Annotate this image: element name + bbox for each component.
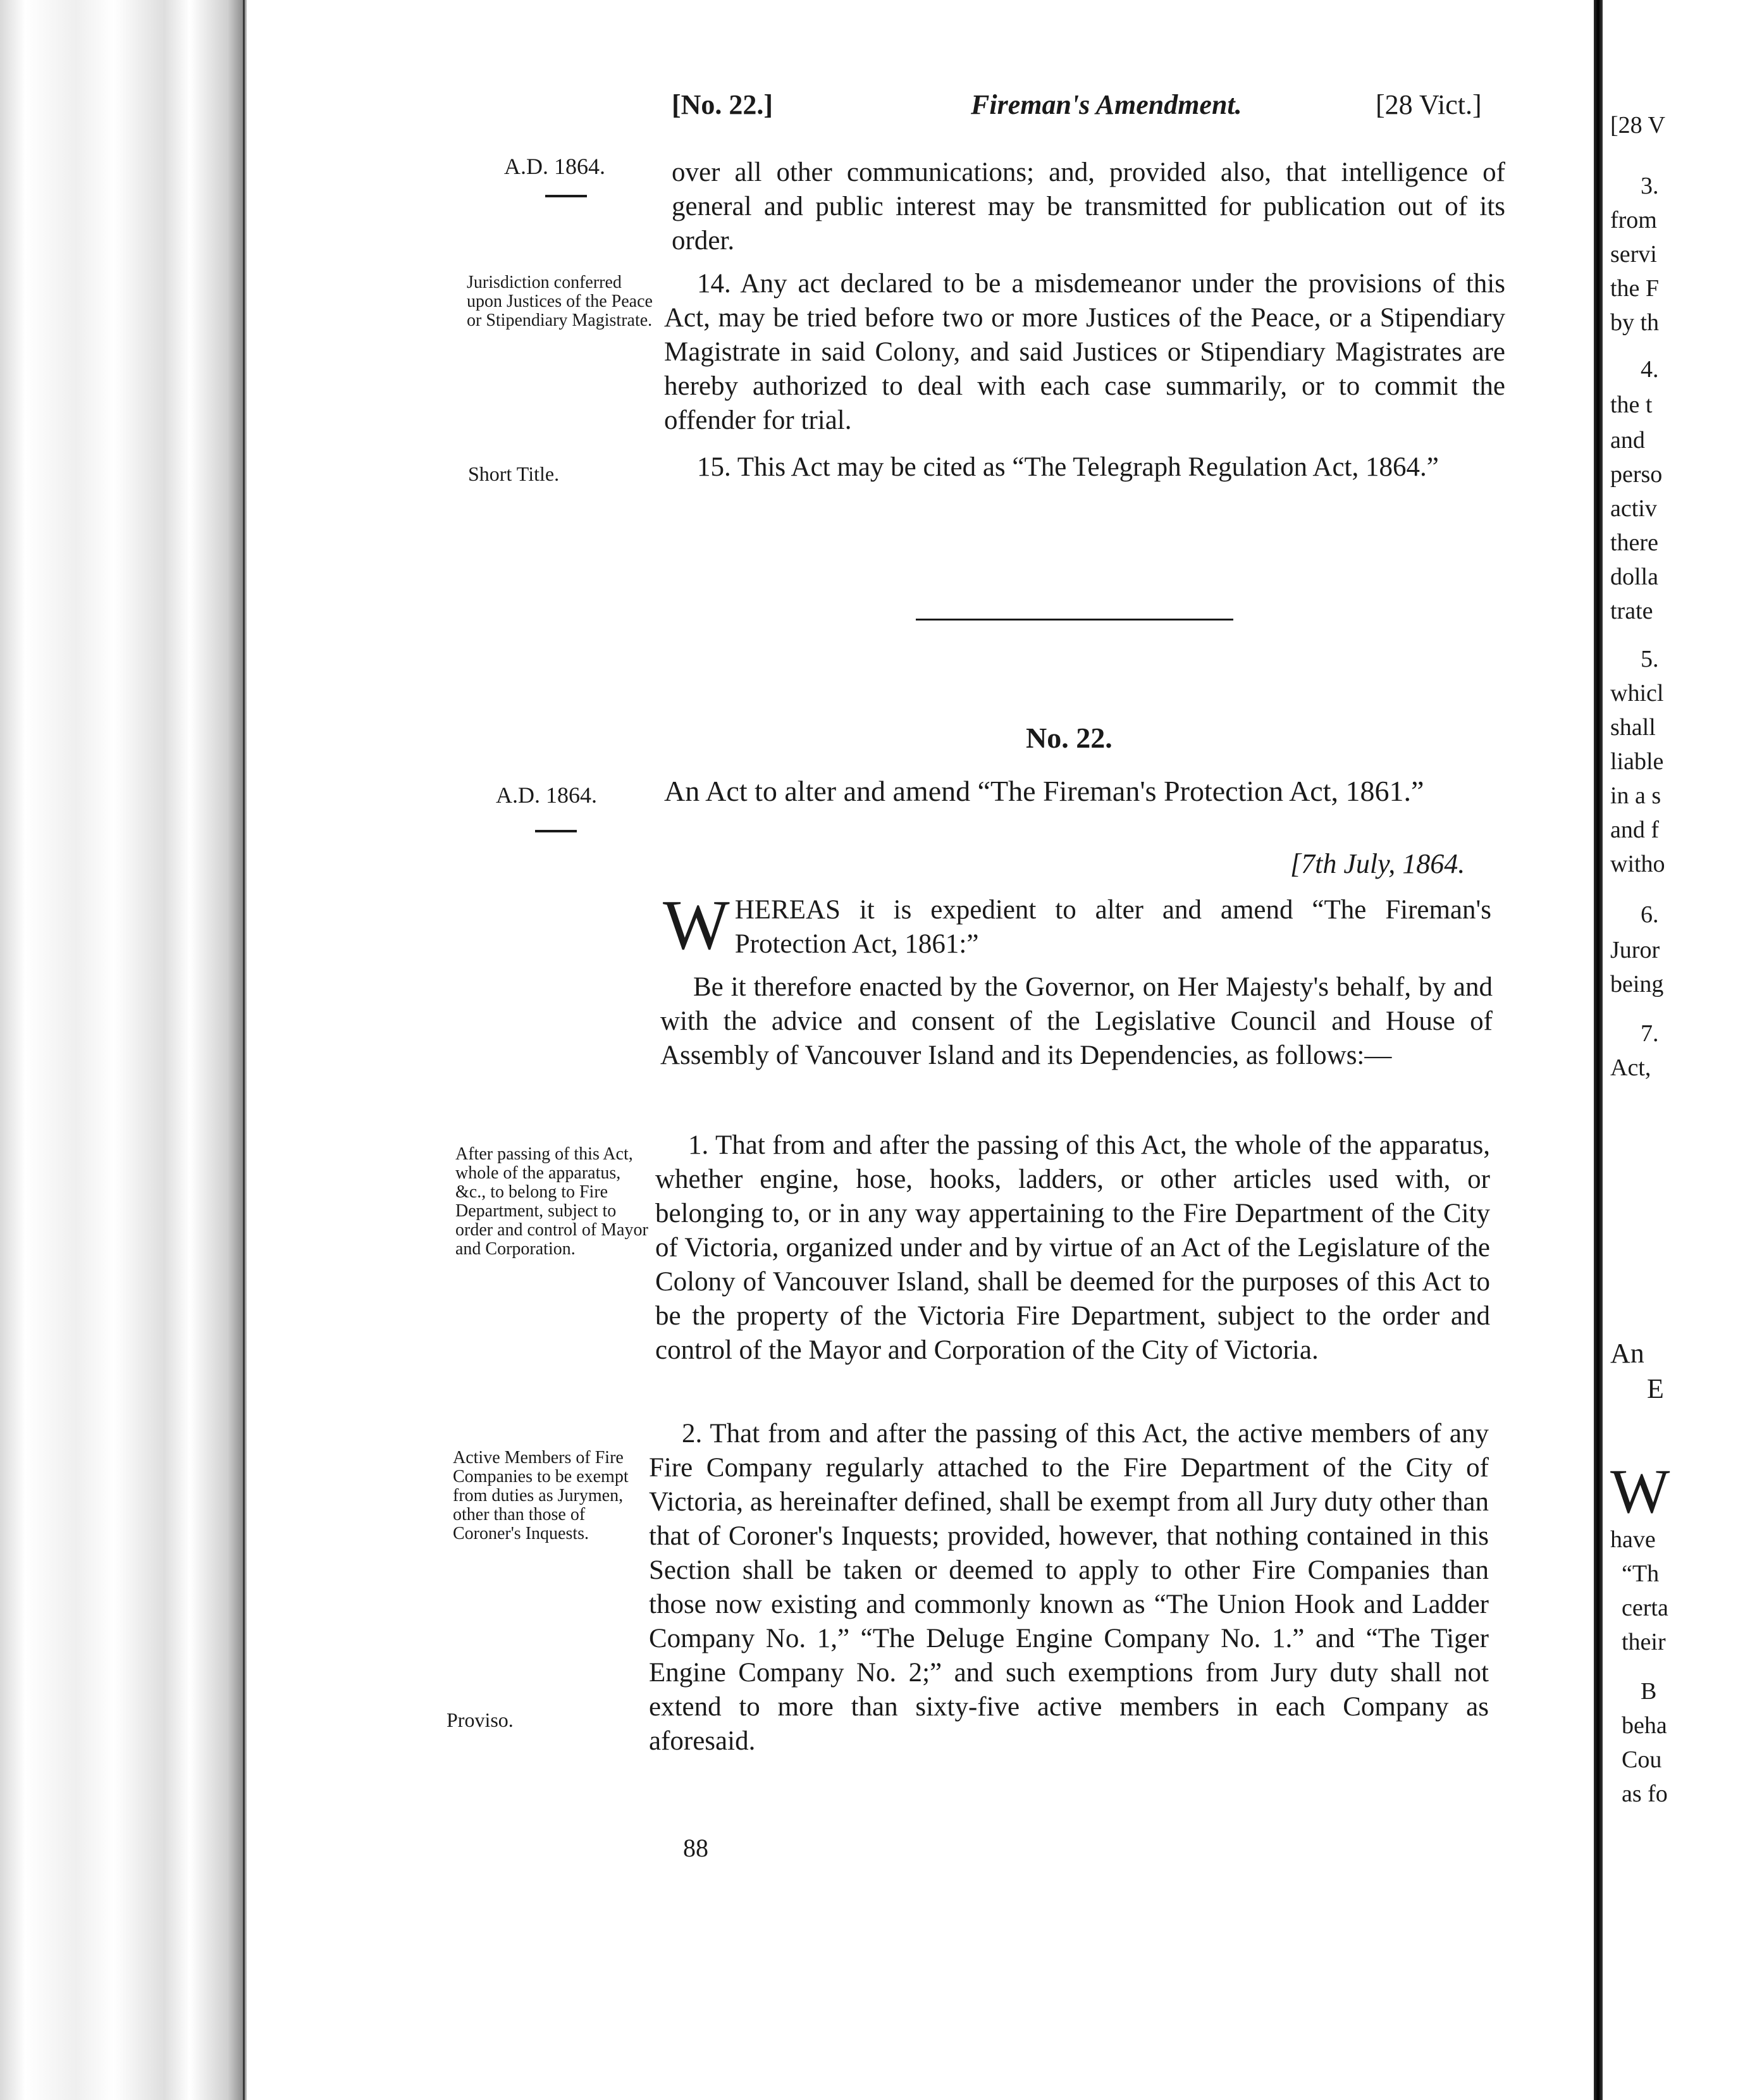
facing-line: as fo: [1622, 1781, 1668, 1807]
facing-line: from: [1610, 207, 1657, 233]
facing-line: Cou: [1622, 1746, 1662, 1773]
facing-line: An: [1610, 1338, 1644, 1369]
page-gutter: [1594, 0, 1603, 2100]
act-title: [664, 773, 1493, 810]
margin-note-apparatus: After passing of this Act, whole of the apparatus, &c., to belong to Fire Department, subject to order and control of Mayor and Corporation.: [455, 1144, 648, 1259]
section-14: [664, 267, 1505, 438]
facing-line: liable: [1610, 748, 1664, 775]
facing-line: Act,: [1610, 1054, 1651, 1081]
facing-line: 7.: [1641, 1020, 1659, 1047]
section-divider-rule: [916, 619, 1233, 621]
facing-line: the t: [1610, 392, 1653, 418]
running-head-right: [28 Vict.]: [1376, 89, 1482, 120]
facing-line: “Th: [1622, 1560, 1660, 1587]
act-date: [7th July, 1864.: [1290, 848, 1465, 879]
ad-dash-top: [545, 195, 587, 197]
margin-note-jury-exemption: Active Members of Fire Companies to be exempt from duties as Jurymen, other than those of Coroner's Inquests.: [453, 1448, 629, 1543]
section-14-text: 14. Any act declared to be a misdemeanor under the provisions of this Act, may be tried before two or more Justices of the Peace, or a Stipendiary Magistrate in said Colony, and said Justices or Stipendiary Magistrates are hereby authorized to deal with each case summarily, or to commit the offender for trial.: [664, 269, 1505, 435]
margin-note-proviso: Proviso.: [447, 1708, 514, 1731]
facing-line: the F: [1610, 275, 1660, 302]
facing-line: and: [1610, 427, 1645, 454]
facing-line: W: [1610, 1456, 1670, 1526]
facing-line: witho: [1610, 851, 1665, 877]
facing-line: and f: [1610, 817, 1660, 843]
facing-line: [28 V: [1610, 112, 1665, 139]
running-head-title: Fireman's Amendment.: [971, 89, 1242, 120]
enacting-text: Be it therefore enacted by the Governor, on Her Majesty's behalf, by and with the advice and consent of the Legislative Council and House of Assembly of Vancouver Island and its Dependencies, as follows:—: [660, 972, 1493, 1070]
facing-line: certa: [1622, 1595, 1668, 1621]
continuation-text: [672, 156, 1505, 258]
ad-dash-act: [535, 830, 577, 832]
margin-note-jurisdiction: Jurisdiction conferred upon Justices of the Peace or Stipendiary Magistrate.: [467, 273, 653, 330]
act-title-text: An Act to alter and amend “The Fireman's Protection Act, 1861.”: [664, 775, 1424, 807]
facing-line: Juror: [1610, 937, 1660, 963]
section-15-text: 15. This Act may be cited as “The Telegraph Regulation Act, 1864.”: [697, 452, 1439, 482]
facing-line: whicl: [1610, 680, 1664, 707]
facing-line: 3.: [1641, 173, 1659, 199]
facing-line: activ: [1610, 495, 1657, 522]
section-2: [649, 1417, 1489, 1758]
margin-note-short-title: Short Title.: [468, 462, 560, 485]
page-number: 88: [683, 1834, 708, 1862]
ad-year-top: A.D. 1864.: [504, 154, 605, 179]
act-number: No. 22.: [1026, 722, 1112, 754]
facing-line: by th: [1610, 309, 1660, 336]
section-1: [655, 1128, 1490, 1368]
whereas-text: HEREAS it is expedient to alter and amend “The Fireman's Protection Act, 1861:”: [734, 895, 1491, 959]
facing-line: servi: [1610, 241, 1657, 268]
facing-line: have: [1610, 1526, 1656, 1553]
facing-line: being: [1610, 971, 1664, 998]
facing-line: dolla: [1610, 564, 1658, 590]
book-binding: [0, 0, 247, 2100]
facing-line: 6.: [1641, 901, 1659, 928]
facing-line: B: [1641, 1678, 1657, 1705]
whereas-clause: [663, 886, 1491, 965]
ad-year-act: A.D. 1864.: [496, 782, 597, 808]
drop-cap: W: [663, 886, 730, 965]
section-2-text: 2. That from and after the passing of this Act, the active members of any Fire Company regularly attached to the Fire Department of the City of Victoria, as hereinafter defined, shall be exempt from all Jury duty other than that of Coroner's Inquests; provided, however, that nothing contained in this Section shall be taken or deemed to apply to other Fire Companies than those now existing and commonly known as “The Union Hook and Ladder Company No. 1,” “The Deluge Engine Company No. 1.” and “The Tiger Engine Company No. 2;” and such exemptions from Jury duty shall not extend to more than sixty-five active members in each Company as aforesaid.: [649, 1419, 1489, 1756]
enacting-clause: [660, 970, 1493, 1073]
section-15: [664, 450, 1505, 485]
continuation-paragraph: over all other communications; and, provided also, that intelligence of general and public interest may be transmitted for publication out of its order.: [672, 158, 1505, 256]
facing-line: E: [1647, 1373, 1664, 1404]
facing-line: shall: [1610, 714, 1656, 741]
binding-edge: [243, 0, 245, 2100]
facing-page-fragment: [1603, 0, 1738, 2100]
facing-line: perso: [1610, 461, 1663, 488]
facing-line: beha: [1622, 1712, 1667, 1739]
section-1-text: 1. That from and after the passing of this Act, the whole of the apparatus, whether engine, hose, hooks, ladders, or other articles used with, or belonging to, or in any way appertaining to the Fire Department of the City of Victoria, organized under and by virtue of an Act of the Legislature of the Colony of Vancouver Island, shall be deemed for the purposes of this Act to be the property of the Victoria Fire Department, subject to the order and control of the Mayor and Corporation of the City of Victoria.: [655, 1130, 1490, 1365]
facing-line: 4.: [1641, 356, 1659, 383]
running-head-left: [No. 22.]: [672, 89, 773, 120]
facing-line: 5.: [1641, 646, 1659, 672]
facing-line: in a s: [1610, 782, 1661, 809]
facing-line: trate: [1610, 598, 1653, 624]
facing-line: their: [1622, 1629, 1666, 1655]
facing-line: there: [1610, 529, 1658, 556]
